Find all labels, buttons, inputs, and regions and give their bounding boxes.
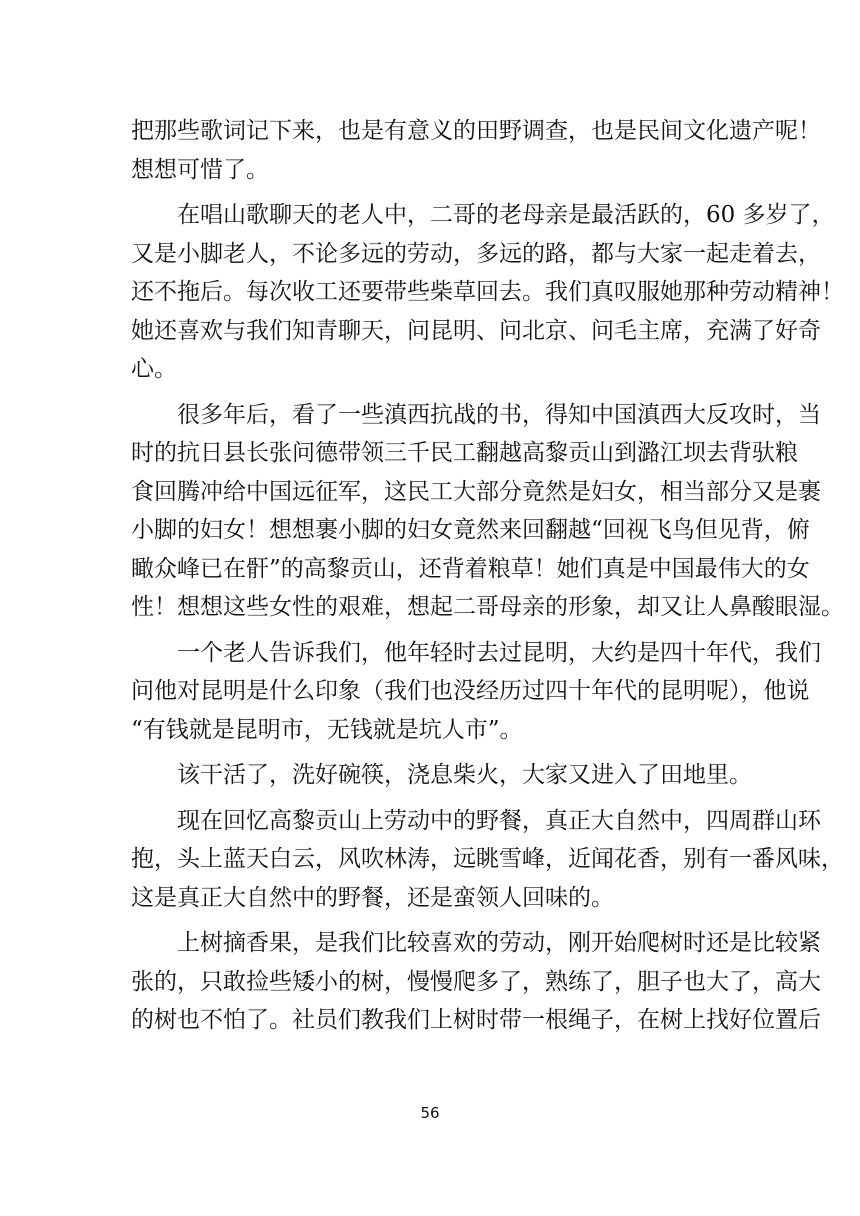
text-line: 问他对昆明是什么印象（我们也没经历过四十年代的昆明呢），他说 (131, 678, 810, 704)
text-line: 的树也不怕了。社员们教我们上树时带一根绳子，在树上找好位置后 (131, 1007, 821, 1033)
text-line: 很多年后，看了一些滇西抗战的书，得知中国滇西大反攻时，当 (177, 401, 821, 428)
text-line: 张的，只敢捡些矮小的树，慢慢爬多了，熟练了，胆子也大了，高大 (131, 968, 821, 995)
text-line: 上树摘香果，是我们比较喜欢的劳动，刚开始爬树时还是比较紧 (177, 930, 821, 956)
text-line: 抱，头上蓝天白云，风吹林涛，远眺雪峰，近闻花香，别有一番风味， (131, 846, 844, 872)
text-line: 一个老人告诉我们，他年轻时去过昆明，大约是四十年代，我们 (177, 639, 821, 666)
paragraph (131, 112, 821, 189)
text-line: 瞰众峰已在骭”的高黎贡山，还背着粮草！她们真是中国最伟大的女 (131, 555, 810, 582)
text-line: “有钱就是昆明市，无钱就是坑人市”。 (131, 716, 523, 743)
text-line: 心。 (131, 356, 177, 382)
text-line: 食回腾冲给中国远征军，这民工大部分竟然是妇女，相当部分又是裹 (131, 478, 821, 505)
text-line: 在唱山歌聊天的老人中，二哥的老母亲是最活跃的，60 多岁了， (177, 202, 835, 228)
page-number: 56 (420, 1104, 440, 1122)
text-line: 这是真正大自然中的野餐，还是蛮领人回味的。 (131, 884, 614, 911)
text-line: 时的抗日县长张问德带领三千民工翻越高黎贡山到潞江坝去背驮粮 (131, 440, 798, 466)
text-line: 性！想想这些女性的艰难，想起二哥母亲的形象，却又让人鼻酸眼湿。 (131, 594, 844, 620)
paragraph (131, 802, 844, 918)
text-line: 现在回忆高黎贡山上劳动中的野餐，真正大自然中，四周群山环 (177, 807, 821, 834)
paragraph (131, 756, 752, 795)
paragraph (131, 634, 821, 750)
text-line: 小脚的妇女！想想裹小脚的妇女竟然来回翻越“回视飞鸟但见背，俯 (131, 517, 810, 543)
text-line: 她还喜欢与我们知青聊天，问昆明、问北京、问毛主席，充满了好奇 (131, 317, 821, 344)
paragraph (131, 196, 844, 389)
text-line: 还不拖后。每次收工还要带些柴草回去。我们真叹服她那种劳动精神！ (131, 279, 844, 305)
paragraph (131, 924, 821, 1040)
body-text (131, 112, 844, 1047)
text-line: 该干活了，洗好碗筷，浇息柴火，大家又进入了田地里。 (177, 762, 752, 788)
text-line: 想想可惜了。 (131, 156, 269, 183)
paragraph (131, 396, 844, 627)
text-line: 把那些歌词记下来，也是有意义的田野调查，也是民间文化遗产呢！ (131, 118, 821, 144)
text-line: 又是小脚老人，不论多远的劳动，多远的路，都与大家一起走着去， (131, 240, 821, 267)
